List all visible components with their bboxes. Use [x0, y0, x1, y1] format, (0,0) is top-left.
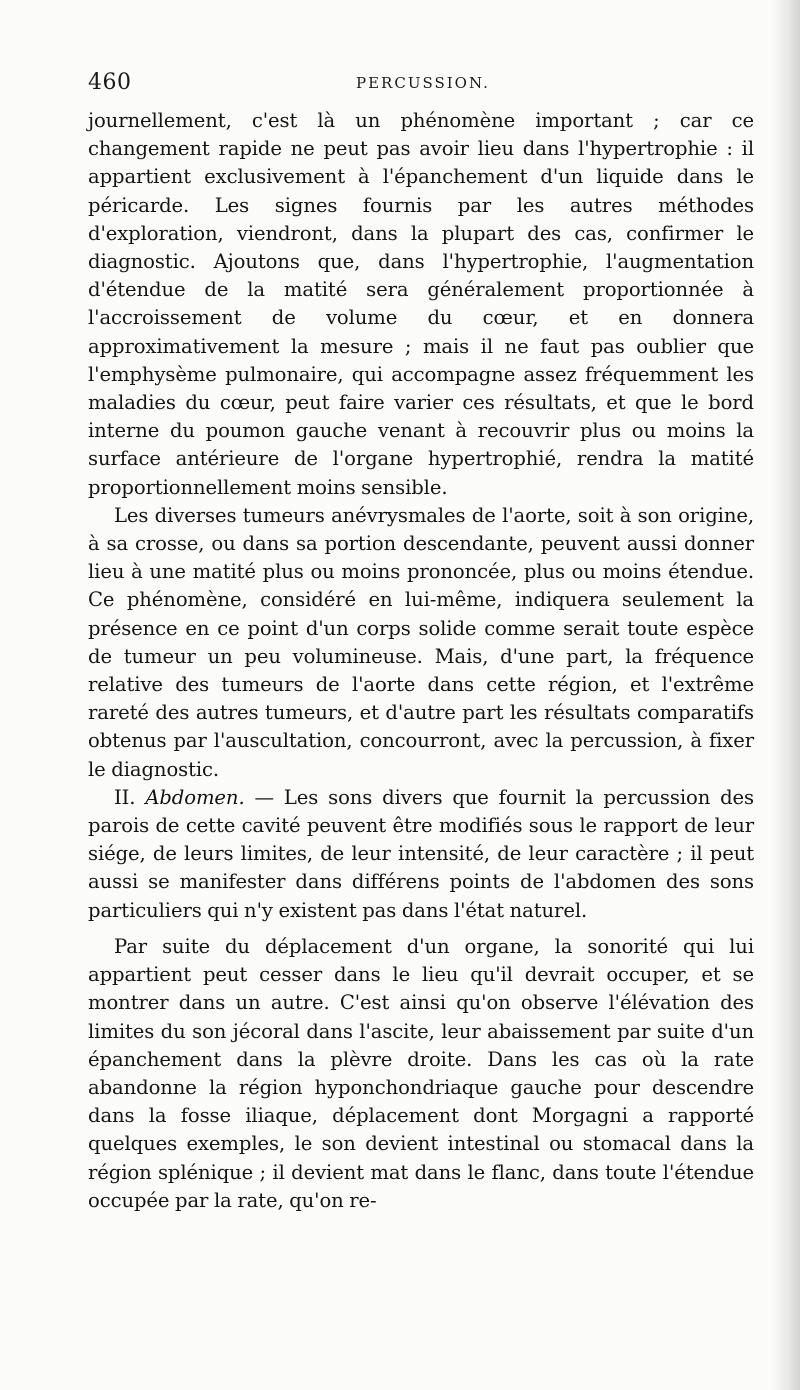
paragraph-3: [88, 784, 754, 925]
page-header: [88, 70, 758, 102]
section-title: Abdomen.: [145, 785, 245, 809]
paragraph-4: Par suite du déplacement d'un organe, la sonorité qui lui appartient peut cesser dans le lieu qu'il devrait occuper, et se montrer dans un autre. C'est ainsi qu'on observe l'élévation des limites du son jécoral dans l'ascite, leur abaissement par suite d'un épanchement dans la plèvre droite. Dans les cas où la rate abandonne la région hyponchondriaque gauche pour descendre dans la fosse iliaque, déplacement dont Morgagni a rapporté quelques exemples, le son devient intestinal ou stomacal dans la région splénique ; il devient mat dans le flanc, dans toute l'étendue occupée par la rate, qu'on re-: [88, 934, 754, 1212]
page-number: 460: [88, 70, 132, 95]
section-text: — Les sons divers que fournit la percussion des parois de cette cavité peuvent être modifiés sous le rapport de leur siége, de leurs limites, de leur intensité, de leur caractère ; il peut aussi se manifester dans différens points de l'abdomen des sons particuliers qui n'y existent pas dans l'état naturel.: [88, 785, 754, 922]
paragraph-1: journellement, c'est là un phénomène important ; car ce changement rapide ne peut pas avoir lieu dans l'hypertrophie : il appartient exclusivement à l'épanchement d'un liquide dans le péricarde. Les signes fournis par les autres méthodes d'exploration, viendront, dans la plupart des cas, confirmer le diagnostic. Ajoutons que, dans l'hypertrophie, l'augmentation d'étendue de la matité sera généralement proportionnée à l'accroissement de volume du cœur, et en donnera approximativement la mesure ; mais il ne faut pas oublier que l'emphysème pulmonaire, qui accompagne assez fréquemment les maladies du cœur, peut faire varier ces résultats, et que le bord interne du poumon gauche venant à recouvrir plus ou moins la surface antérieure de l'organe hypertrophié, rendra la matité proportionnellement moins sensible.: [88, 109, 754, 499]
body-text: [88, 107, 754, 1215]
page-edge-shadow: [772, 0, 800, 1390]
paragraph-2: Les diverses tumeurs anévrysmales de l'aorte, soit à son origine, à sa crosse, ou dans sa portion descendante, peuvent aussi donner lieu à une matité plus ou moins prononcée, plus ou moins étendue. Ce phénomène, considéré en lui-même, indiquera seulement la présence en ce point d'un corps solide comme serait toute espèce de tumeur un peu volumineuse. Mais, d'une part, la fréquence relative des tumeurs de l'aorte dans cette région, et l'extrême rareté des autres tumeurs, et d'autre part les résultats comparatifs obtenus par l'auscultation, concourront, avec la percussion, à fixer le diagnostic.: [88, 503, 754, 781]
running-head: PERCUSSION.: [356, 74, 490, 92]
section-number: II.: [114, 785, 146, 809]
